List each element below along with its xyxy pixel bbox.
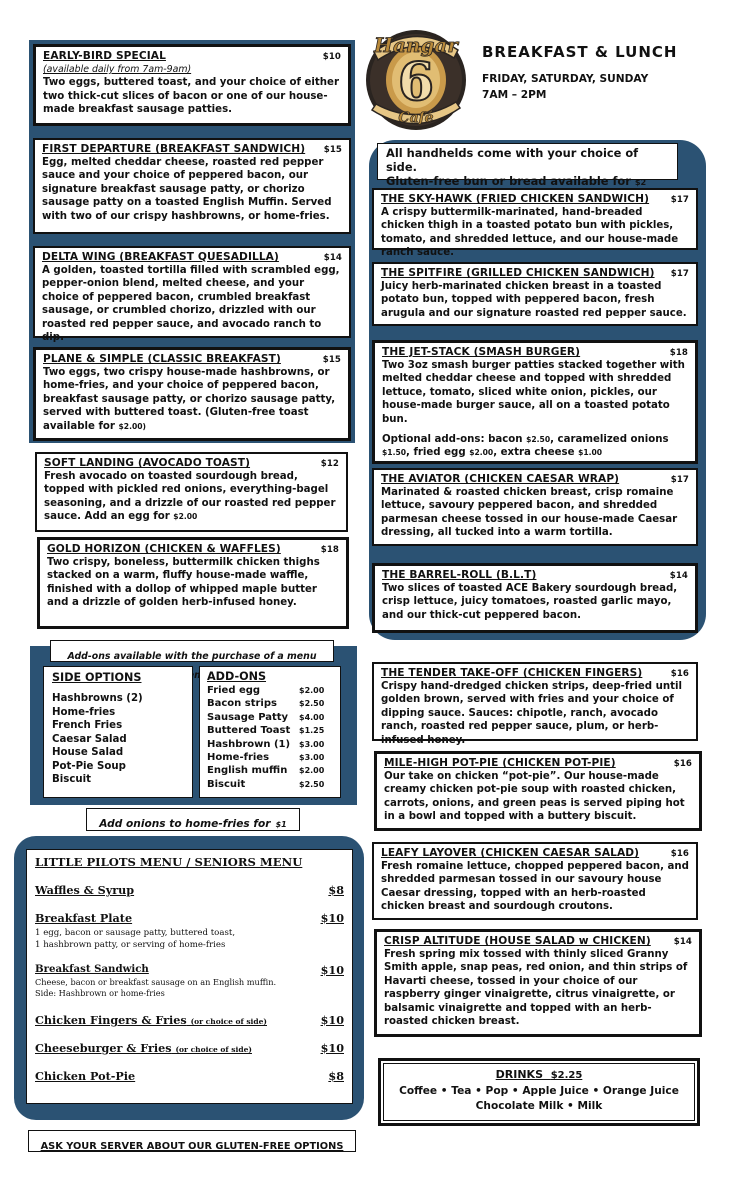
addon-name: Hashbrown (1) <box>207 738 291 750</box>
item-desc: Egg, melted cheddar cheese, roasted red pepper sauce and your choice of peppered bacon, our signature breakfast sausage patty, or chorizo sausage patty on a toasted English Muffin. Served with two of our crispy hashbrowns, or home-fries. <box>42 157 332 222</box>
item-title: LEAFY LAYOVER (CHICKEN CAESAR SALAD) <box>381 847 640 859</box>
option-text: , extra cheese <box>493 447 575 459</box>
addon-name: Fried egg <box>207 685 261 696</box>
addon-price: $2.50 <box>299 779 325 789</box>
item-desc: Juicy herb-marinated chicken breast in a toasted potato bun, topped with peppered bacon, fresh arugula and our signature roasted red pepper sauce. <box>381 281 687 319</box>
side-item: Biscuit <box>52 774 91 785</box>
kids-item-price: $8 <box>328 883 344 897</box>
menu-item-early-bird <box>33 44 351 126</box>
addon-row <box>207 738 333 751</box>
addon-price: $2.50 <box>299 699 325 709</box>
menu-item-delta-wing <box>33 246 351 344</box>
drinks-line2: Chocolate Milk • Milk <box>475 1100 603 1112</box>
item-price: $16 <box>670 669 689 679</box>
item-price: $15 <box>323 145 342 155</box>
item-title: MILE-HIGH POT-PIE (CHICKEN POT-PIE) <box>384 757 616 769</box>
item-title: EARLY-BIRD SPECIAL <box>43 50 166 62</box>
kids-item-name: Chicken Fingers & Fries <box>35 1013 187 1027</box>
kids-item-desc: Side: Hashbrown or home-fries <box>35 988 165 998</box>
logo-text-top: Hangar <box>374 33 458 57</box>
item-price: $17 <box>670 195 689 205</box>
drinks-title: DRINKS <box>495 1068 544 1081</box>
logo-text-bottom: Café <box>398 110 434 126</box>
item-price: $18 <box>320 545 339 555</box>
kids-item-price: $8 <box>328 1069 344 1083</box>
item-price: $14 <box>323 253 342 263</box>
kids-item-name: Breakfast Plate <box>35 911 133 925</box>
kids-item-desc: Cheese, bacon or breakfast sausage on an English muffin. <box>35 977 277 987</box>
item-desc: Crispy hand-dredged chicken strips, deep-fried until golden brown, served with fries and your choice of dipping sauce. Sauces: chipotle, ranch, avocado ranch, roasted red pepper sauce, plum, or herb-infused honey. <box>381 681 682 746</box>
item-price: $16 <box>673 759 692 769</box>
header-hours: 7AM – 2PM <box>482 89 547 101</box>
addon-row <box>207 764 333 777</box>
handhelds-note-price: $2 <box>634 177 647 187</box>
item-title: THE BARREL-ROLL (B.L.T) <box>382 569 537 581</box>
item-title: THE JET-STACK (SMASH BURGER) <box>382 346 581 358</box>
item-price: $17 <box>670 269 689 279</box>
drinks-box <box>383 1063 695 1121</box>
header-text <box>482 43 712 101</box>
option-price: $1.00 <box>578 448 603 458</box>
menu-item-leafy-layover <box>372 842 698 920</box>
item-price: $14 <box>669 571 688 581</box>
addon-price: $3.00 <box>299 753 325 763</box>
option-text: Optional add-ons: bacon <box>382 434 523 446</box>
kids-item-name: Waffles & Syrup <box>35 883 135 897</box>
addons-banner <box>50 640 334 662</box>
item-title: FIRST DEPARTURE (BREAKFAST SANDWICH) <box>42 143 306 155</box>
item-note: (available daily from 7am-9am) <box>43 64 192 75</box>
item-title: DELTA WING (BREAKFAST QUESADILLA) <box>42 251 279 263</box>
kids-menu-title: LITTLE PILOTS MENU / SENIORS MENU <box>35 855 303 869</box>
addon-row <box>207 711 333 724</box>
addon-name: English muffin <box>207 765 288 777</box>
kids-item-name: Breakfast Sandwich <box>35 963 149 975</box>
menu-item-gold-horizon <box>37 537 349 629</box>
header-heading: BREAKFAST & LUNCH <box>482 43 678 61</box>
handhelds-note-line2: Gluten-free bun or bread available for <box>386 174 631 188</box>
kids-item <box>35 911 344 925</box>
item-title: GOLD HORIZON (CHICKEN & WAFFLES) <box>47 543 281 555</box>
side-item: Caesar Salad <box>52 733 127 745</box>
gluten-free-note-text: ASK YOUR SERVER ABOUT OUR GLUTEN-FREE OPTIONS <box>40 1141 344 1152</box>
addon-name: Home-fries <box>207 752 270 764</box>
item-title: SOFT LANDING (AVOCADO TOAST) <box>44 457 251 469</box>
addon-name: Buttered Toast <box>207 725 291 737</box>
item-desc: Marinated & roasted chicken breast, crisp romaine lettuce, savoury peppered bacon, and shredded parmesan cheese tossed in our house-made Caesar dressing, all tucked into a warm tortilla. <box>381 487 678 539</box>
option-price: $2.00 <box>469 448 494 458</box>
item-title: THE TENDER TAKE-OFF (CHICKEN FINGERS) <box>381 667 643 679</box>
side-options-title: SIDE OPTIONS <box>52 671 142 684</box>
kids-item <box>35 883 344 897</box>
kids-item-price: $10 <box>320 963 344 977</box>
item-title: THE SKY-HAWK (FRIED CHICKEN SANDWICH) <box>381 193 650 205</box>
kids-item-desc: 1 hashbrown patty, or serving of home-fries <box>35 940 226 950</box>
side-item: Pot-Pie Soup <box>52 760 126 772</box>
addon-row <box>207 778 333 791</box>
addon-price: $4.00 <box>299 712 325 722</box>
menu-item-first-departure <box>33 138 351 234</box>
addon-name: Sausage Patty <box>207 711 289 723</box>
hangar-logo <box>354 22 478 134</box>
gluten-free-note <box>28 1130 356 1152</box>
item-title: THE AVIATOR (CHICKEN CAESAR WRAP) <box>381 473 620 485</box>
item-price: $17 <box>670 475 689 485</box>
item-price: $15 <box>322 355 341 365</box>
item-desc: Fresh avocado on toasted sourdough bread, topped with pickled red onions, everything-bagel seasoning, and a drizzle of our roasted red pepper sauce. Add an egg for <box>44 471 336 523</box>
addon-row <box>207 684 333 697</box>
option-text: , caramelized onions <box>550 434 669 446</box>
item-desc: Two eggs, buttered toast, and your choice of either two thick-cut slices of bacon or one of our house-made breakfast sausage patties. <box>43 77 339 116</box>
kids-item-price: $10 <box>320 1041 344 1055</box>
item-title: CRISP ALTITUDE (HOUSE SALAD w CHICKEN) <box>384 935 651 947</box>
item-desc: Our take on chicken “pot-pie”. Our house-made creamy chicken pot-pie soup with roasted chicken, carrots, onions, and green peas is served piping hot in a bowl and topped with a buttery biscuit. <box>384 771 685 823</box>
logo-number: 6 <box>397 52 435 113</box>
addon-price: $2.00 <box>299 766 325 776</box>
kids-menu-box <box>26 849 353 1104</box>
handhelds-note-line1: All handhelds come with your choice of side. <box>386 146 639 174</box>
menu-item-mile-high <box>374 751 702 831</box>
menu-item-jet-stack <box>372 340 698 464</box>
addons-banner-text: Add-ons available with the purchase of a menu <box>67 651 317 662</box>
item-desc-price: $2.00 <box>173 512 198 522</box>
handhelds-note <box>377 143 678 188</box>
addons-box <box>199 666 341 798</box>
menu-item-sky-hawk <box>372 188 698 259</box>
item-price: $16 <box>670 849 689 859</box>
item-desc: A golden, toasted tortilla filled with scrambled egg, pepper-onion blend, melted cheese, and your choice of peppered bacon, crumbled breakfast sausage, or crumbled chorizo, drizzled with our roasted red pepper sauce, and avocado ranch to dip. <box>42 265 340 344</box>
option-price: $2.50 <box>526 435 551 445</box>
item-desc-price: $2.00) <box>118 421 146 431</box>
menu-item-spitfire <box>372 262 698 326</box>
kids-item-name: Chicken Pot-Pie <box>35 1069 136 1083</box>
header-days: FRIDAY, SATURDAY, SUNDAY <box>482 73 649 85</box>
side-item: French Fries <box>52 720 123 731</box>
addon-name: Bacon strips <box>207 698 277 710</box>
side-options-box <box>43 666 193 798</box>
item-title: THE SPITFIRE (GRILLED CHICKEN SANDWICH) <box>381 267 655 279</box>
kids-item-desc: 1 egg, bacon or sausage patty, buttered toast, <box>35 928 236 938</box>
item-options <box>382 433 688 460</box>
drinks-price: $2.25 <box>550 1070 583 1081</box>
kids-item-note: (or choice of side) <box>190 1017 267 1026</box>
side-options-list <box>52 692 184 787</box>
drinks-line1: Coffee • Tea • Pop • Apple Juice • Orange Juice <box>399 1085 679 1097</box>
item-price: $18 <box>669 348 688 358</box>
onions-note-price: $1 <box>275 820 287 829</box>
kids-item <box>35 1013 344 1027</box>
onions-note-text: Add onions to home-fries for <box>99 818 271 830</box>
kids-item-name: Cheeseburger & Fries <box>35 1041 172 1055</box>
addon-price: $3.00 <box>299 739 325 749</box>
item-price: $10 <box>322 52 341 62</box>
kids-item <box>35 963 344 977</box>
addon-row <box>207 697 333 710</box>
kids-item-note: (or choice of side) <box>175 1045 252 1054</box>
item-desc: Two slices of toasted ACE Bakery sourdough bread, crisp lettuce, juicy tomatoes, roasted garlic mayo, and our thick-cut peppered bacon. <box>382 583 678 621</box>
option-text: , fried egg <box>406 447 466 459</box>
item-desc: Two eggs, two crispy house-made hashbrowns, or home-fries, and your choice of peppered bacon, breakfast sausage patty, or chorizo sausage patty, served with buttered toast. (Gluten-free toast available for <box>43 367 336 432</box>
kids-item <box>35 1041 344 1055</box>
menu-item-crisp-altitude <box>374 929 702 1037</box>
menu-item-soft-landing <box>35 452 348 532</box>
onions-note <box>86 808 300 831</box>
item-desc: A crispy buttermilk-marinated, hand-breaded chicken thigh in a toasted potato bun with pickles, tomato, and shredded lettuce, and our house-made ranch sauce. <box>381 207 679 259</box>
logo-emblem-icon <box>354 22 478 134</box>
addon-row <box>207 751 333 764</box>
menu-item-tender-take-off <box>372 662 698 746</box>
item-price: $14 <box>673 937 692 947</box>
addon-row <box>207 724 333 737</box>
side-item: Hashbrowns (2) <box>52 693 143 704</box>
addon-price: $2.00 <box>299 686 325 695</box>
side-item: Home-fries <box>52 706 116 718</box>
option-price: $1.50 <box>382 448 407 458</box>
menu-item-aviator <box>372 468 698 546</box>
kids-item <box>35 1069 344 1083</box>
menu-item-barrel-roll <box>372 563 698 633</box>
menu-item-plane-simple <box>33 347 351 441</box>
item-desc: Two 3oz smash burger patties stacked together with melted cheddar cheese and topped with shredded lettuce, tomato, sliced white onion, pickles, our house-made burger sauce, all on a toasted potato bun. <box>382 360 685 425</box>
kids-item-price: $10 <box>320 1013 344 1027</box>
addons-title: ADD-ONS <box>207 670 267 683</box>
kids-item-price: $10 <box>320 911 344 925</box>
item-desc: Fresh romaine lettuce, chopped peppered bacon, and shredded parmesan tossed in our savoury house Caesar dressing, topped with an herb-roasted chicken breast and sourdough croutons. <box>381 861 689 913</box>
item-desc: Two crispy, boneless, buttermilk chicken thighs stacked on a warm, fluffy house-made waffle, finished with a dollop of whipped maple butter and a drizzle of golden herb-infused honey. <box>47 557 320 609</box>
addon-price: $1.25 <box>299 726 325 736</box>
item-title: PLANE & SIMPLE (CLASSIC BREAKFAST) <box>43 353 281 365</box>
item-price: $12 <box>320 459 339 469</box>
item-desc: Fresh spring mix tossed with thinly sliced Granny Smith apple, snap peas, red onion, and thin strips of Havarti cheese, tossed in your choice of our raspberry ginger vinaigrette, citrus vinaigrette, or balsamic vinaigrette and topped with an herb-roasted chicken breast. <box>384 949 688 1028</box>
addon-name: Biscuit <box>207 778 246 790</box>
side-item: House Salad <box>52 747 124 758</box>
